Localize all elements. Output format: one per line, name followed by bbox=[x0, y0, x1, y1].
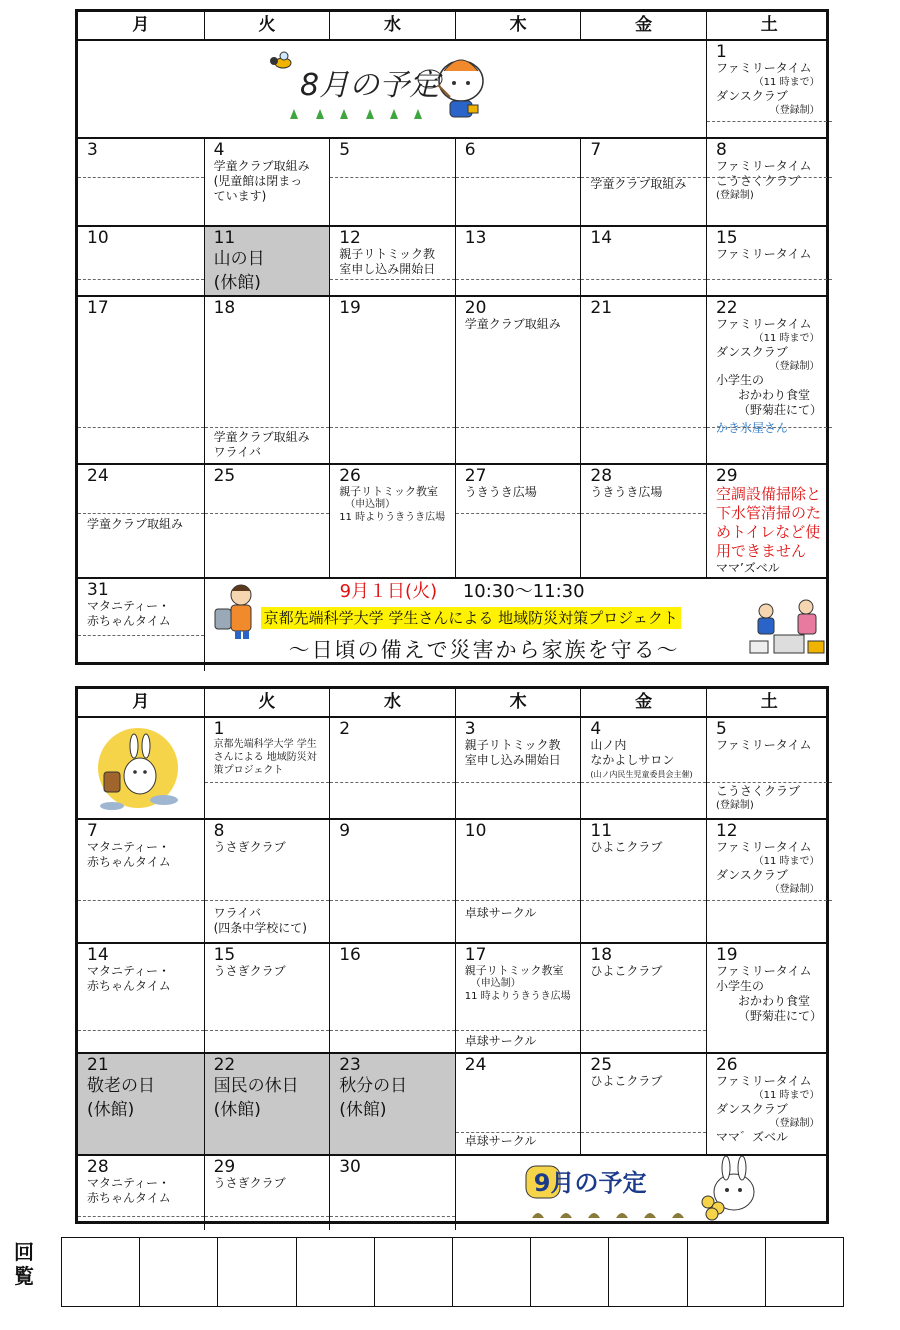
day-cell-sep-10 bbox=[455, 820, 581, 942]
stamp-box[interactable] bbox=[296, 1238, 374, 1306]
day-cell-aug-10 bbox=[78, 227, 204, 295]
event-text: 卓球サークル bbox=[464, 906, 537, 920]
august-title-banner bbox=[78, 41, 706, 137]
day-number: 30 bbox=[339, 1157, 361, 1177]
weekday-sat: 土 bbox=[706, 689, 832, 716]
closed-note: (休館) bbox=[213, 273, 261, 293]
event-time: 10:30〜11:30 bbox=[462, 581, 585, 602]
day-cell-sep-23 bbox=[329, 1054, 455, 1154]
event-note: （11 時まで） bbox=[753, 856, 820, 867]
weekday-tue: 火 bbox=[204, 689, 330, 716]
week-row bbox=[78, 942, 826, 1052]
notice-text: 用できません bbox=[715, 542, 806, 560]
stamp-box[interactable] bbox=[139, 1238, 217, 1306]
week-row bbox=[78, 1154, 826, 1230]
weekday-tue: 火 bbox=[204, 12, 330, 39]
day-cell-sep-4 bbox=[580, 718, 706, 818]
week-row bbox=[78, 463, 826, 577]
event-text: 赤ちゃんタイム bbox=[87, 855, 171, 869]
day-cell-sep-12 bbox=[706, 820, 832, 942]
day-number: 28 bbox=[87, 1157, 109, 1177]
day-cell-aug-18 bbox=[204, 297, 330, 463]
day-number: 14 bbox=[590, 228, 613, 248]
event-banner bbox=[204, 579, 832, 671]
bee-icon bbox=[270, 52, 291, 68]
week-row bbox=[78, 1052, 826, 1154]
week-row bbox=[78, 295, 826, 463]
stamp-box[interactable] bbox=[608, 1238, 686, 1306]
week-row bbox=[78, 577, 826, 671]
day-cell-aug-7 bbox=[580, 139, 706, 225]
event-text: 赤ちゃんタイム bbox=[87, 1191, 171, 1205]
day-cell-aug-4 bbox=[204, 139, 330, 225]
event-text: 小学生の bbox=[715, 979, 764, 993]
day-cell-aug-19 bbox=[329, 297, 455, 463]
holiday-name: 国民の休日 bbox=[213, 1076, 299, 1096]
day-cell-sep-18 bbox=[580, 944, 706, 1052]
day-cell-sep-26 bbox=[706, 1054, 832, 1154]
day-cell-aug-20 bbox=[455, 297, 581, 463]
day-cell-aug-15 bbox=[706, 227, 832, 295]
day-cell-aug-22 bbox=[706, 297, 832, 463]
day-number: 5 bbox=[339, 140, 351, 160]
event-text: ママ゛ズベル bbox=[715, 1130, 788, 1144]
weekday-mon: 月 bbox=[132, 15, 150, 35]
day-number: 6 bbox=[464, 140, 476, 160]
day-cell-sep-5 bbox=[706, 718, 832, 818]
september-title-banner bbox=[455, 1156, 832, 1230]
week-row bbox=[78, 137, 826, 225]
event-note: （11 時まで） bbox=[753, 333, 820, 344]
august-calendar bbox=[75, 9, 829, 665]
event-text: ひよこクラブ bbox=[590, 840, 663, 854]
holiday-name: 山の日 bbox=[213, 249, 265, 269]
day-cell-sep-29 bbox=[204, 1156, 330, 1230]
event-text: 学童クラブ取組み bbox=[87, 517, 184, 531]
day-cell-aug-3 bbox=[78, 139, 204, 225]
day-cell-aug-28 bbox=[580, 465, 706, 577]
day-number: 1 bbox=[716, 42, 727, 62]
day-cell-aug-21 bbox=[580, 297, 706, 463]
day-number: 3 bbox=[87, 140, 98, 160]
day-number: 14 bbox=[87, 945, 109, 965]
day-cell-sep-25 bbox=[580, 1054, 706, 1154]
event-text: 親子リトミック教 bbox=[464, 738, 561, 752]
event-text: ママ’ズベル bbox=[715, 561, 780, 575]
day-number: 11 bbox=[213, 228, 236, 248]
event-text: 室申し込み開始日 bbox=[464, 753, 561, 767]
day-cell-sep-7 bbox=[78, 820, 204, 942]
event-text: うきうき広場 bbox=[590, 485, 663, 499]
day-cell-aug-13 bbox=[455, 227, 581, 295]
day-number: 18 bbox=[213, 298, 236, 318]
day-number: 31 bbox=[87, 580, 109, 600]
weekday-mon: 月 bbox=[132, 692, 150, 712]
day-number: 26 bbox=[339, 466, 361, 486]
event-text: 山ノ内 bbox=[590, 738, 627, 752]
day-cell-sep-14 bbox=[78, 944, 204, 1052]
day-cell-sep-3 bbox=[455, 718, 581, 818]
day-cell-aug-1 bbox=[706, 41, 832, 137]
day-cell-sep-24 bbox=[455, 1054, 581, 1154]
event-text: 学童クラブ取組み bbox=[213, 159, 310, 173]
event-text: さんによる 地域防災対 bbox=[213, 752, 317, 763]
day-cell-aug-14 bbox=[580, 227, 706, 295]
day-cell-sep-1 bbox=[204, 718, 330, 818]
event-text: ファミリータイム bbox=[716, 61, 812, 75]
event-text: ファミリータイム bbox=[715, 964, 812, 978]
event-text: おかわり食堂 bbox=[737, 994, 810, 1008]
event-text: おかわり食堂 bbox=[737, 388, 810, 402]
event-text: 親子リトミック教室 bbox=[464, 964, 564, 977]
day-cell-aug-26 bbox=[329, 465, 455, 577]
stamp-box[interactable] bbox=[62, 1238, 139, 1306]
event-text: 学童クラブ取組み bbox=[464, 317, 561, 331]
week-row bbox=[78, 225, 826, 295]
event-text: ひよこクラブ bbox=[590, 1074, 663, 1088]
event-text: （野菊荘にて） bbox=[737, 403, 822, 417]
notice-text: めトイレなど使 bbox=[715, 523, 821, 541]
day-cell-sep-28 bbox=[78, 1156, 204, 1230]
day-number: 8 bbox=[213, 821, 225, 841]
day-number: 4 bbox=[213, 140, 225, 160]
day-number: 5 bbox=[715, 719, 727, 739]
day-cell-sep-8 bbox=[204, 820, 330, 942]
moon-rabbit-illustration bbox=[82, 720, 192, 816]
day-cell-aug-6 bbox=[455, 139, 581, 225]
event-text: マタニティー・ bbox=[87, 599, 171, 613]
weekday-fri: 金 bbox=[580, 689, 706, 716]
day-number: 25 bbox=[590, 1055, 613, 1075]
day-number: 29 bbox=[213, 1157, 236, 1177]
day-number: 22 bbox=[213, 1055, 236, 1075]
student-illustration bbox=[209, 581, 269, 641]
family-emergency-kit-illustration bbox=[746, 597, 830, 667]
day-number: 10 bbox=[464, 821, 487, 841]
event-text: 親子リトミック教室 bbox=[339, 485, 438, 498]
event-text: 京都先端科学大学 学生 bbox=[213, 739, 317, 750]
stamp-box[interactable] bbox=[452, 1238, 530, 1306]
day-cell-aug-31 bbox=[78, 579, 204, 671]
event-note: （申込制） bbox=[345, 499, 396, 510]
kairan-label: 回覧 bbox=[14, 1240, 34, 1288]
day-number: 17 bbox=[87, 298, 109, 318]
event-text: 学童クラブ取組み bbox=[590, 177, 687, 191]
event-text: ダンスクラブ bbox=[715, 1102, 788, 1116]
day-number: 29 bbox=[715, 466, 738, 486]
day-cell-sep-9 bbox=[329, 820, 455, 942]
event-text: うきうき広場 bbox=[464, 485, 537, 499]
day-cell-sep-11 bbox=[580, 820, 706, 942]
weekday-wed: 水 bbox=[329, 12, 455, 39]
day-cell-aug-24 bbox=[78, 465, 204, 577]
event-subtitle: 京都先端科学大学 学生さんによる 地域防災対策プロジェクト bbox=[261, 607, 681, 629]
event-text: 赤ちゃんタイム bbox=[87, 614, 171, 628]
event-note: （登録制） bbox=[769, 1118, 820, 1129]
week-row bbox=[78, 716, 826, 818]
stamp-box[interactable] bbox=[217, 1238, 295, 1306]
august-title: 8月の予定 bbox=[300, 68, 440, 103]
holiday-name: 敬老の日 bbox=[87, 1076, 155, 1096]
day-number: 19 bbox=[715, 945, 738, 965]
day-cell-sep-19 bbox=[706, 944, 832, 1052]
day-number: 20 bbox=[464, 298, 487, 318]
kairan-stamp-grid bbox=[61, 1237, 844, 1307]
day-number: 23 bbox=[339, 1055, 361, 1075]
event-text: マタニティー・ bbox=[87, 840, 171, 854]
september-title: 9月の予定 bbox=[533, 1169, 647, 1197]
event-text: ひよこクラブ bbox=[590, 964, 663, 978]
notice-text: 下水管清掃のた bbox=[715, 504, 821, 522]
day-number: 25 bbox=[213, 466, 236, 486]
event-note: (登録制) bbox=[715, 800, 754, 811]
weekday-thu: 木 bbox=[455, 12, 581, 39]
event-text: こうさくクラブ bbox=[715, 174, 800, 188]
event-text: 親子リトミック教 bbox=[339, 247, 435, 261]
day-cell-aug-17 bbox=[78, 297, 204, 463]
event-text: 赤ちゃんタイム bbox=[87, 979, 171, 993]
event-text: 室申し込み開始日 bbox=[339, 262, 436, 276]
event-note: 11 時よりうきうき広場 bbox=[339, 512, 446, 523]
event-text: こうさくクラブ bbox=[715, 784, 800, 798]
event-text: ワライバ bbox=[213, 906, 261, 920]
day-number: 3 bbox=[464, 719, 476, 739]
event-text: ファミリータイム bbox=[715, 1074, 812, 1088]
closed-note: (休館) bbox=[87, 1100, 135, 1120]
event-text: ダンスクラブ bbox=[716, 89, 788, 103]
event-text: 策プロジェクト bbox=[213, 765, 284, 776]
event-text: 卓球サークル bbox=[464, 1034, 537, 1048]
day-number: 9 bbox=[339, 821, 351, 841]
day-number: 21 bbox=[87, 1055, 109, 1075]
day-number: 17 bbox=[464, 945, 487, 965]
stamp-box[interactable] bbox=[687, 1238, 765, 1306]
day-number: 13 bbox=[464, 228, 487, 248]
event-text: かき氷屋さん bbox=[715, 421, 788, 435]
event-text: 小学生の bbox=[715, 373, 764, 387]
day-number: 28 bbox=[590, 466, 613, 486]
day-number: 2 bbox=[339, 719, 351, 739]
day-number: 1 bbox=[213, 719, 225, 739]
weekday-thu: 木 bbox=[455, 689, 581, 716]
day-number: 12 bbox=[339, 228, 361, 248]
event-note: (登録制) bbox=[715, 190, 754, 201]
day-cell-aug-12 bbox=[329, 227, 455, 295]
day-number: 22 bbox=[715, 298, 738, 318]
day-cell-aug-8 bbox=[706, 139, 832, 225]
event-text: (児童館は閉まっ bbox=[213, 174, 303, 188]
day-number: 21 bbox=[590, 298, 613, 318]
event-text: ファミリータイム bbox=[715, 247, 812, 261]
event-text: ファミリータイム bbox=[715, 738, 812, 752]
day-cell-aug-25 bbox=[204, 465, 330, 577]
day-number: 24 bbox=[87, 466, 109, 486]
event-date: 9月１日(火) bbox=[339, 581, 438, 602]
holiday-name: 秋分の日 bbox=[339, 1076, 408, 1096]
closed-note: (休館) bbox=[213, 1100, 261, 1120]
day-number: 4 bbox=[590, 719, 602, 739]
weekday-wed: 水 bbox=[329, 689, 455, 716]
event-text: ダンスクラブ bbox=[715, 868, 788, 882]
day-number: 26 bbox=[715, 1055, 738, 1075]
september-calendar bbox=[75, 686, 829, 1224]
event-note: （11 時まで） bbox=[753, 77, 820, 88]
event-note: （申込制） bbox=[470, 978, 521, 989]
day-number: 10 bbox=[87, 228, 109, 248]
event-note: 11 時よりうきうき広場 bbox=[464, 991, 571, 1002]
event-note: （登録制） bbox=[769, 884, 820, 895]
day-cell-aug-27 bbox=[455, 465, 581, 577]
day-number: 24 bbox=[464, 1055, 487, 1075]
day-number: 7 bbox=[87, 821, 98, 841]
day-cell-sep-2 bbox=[329, 718, 455, 818]
day-number: 15 bbox=[213, 945, 236, 965]
event-text: 学童クラブ取組み bbox=[213, 430, 310, 444]
event-text: うさぎクラブ bbox=[213, 840, 286, 854]
weekday-header bbox=[78, 689, 826, 716]
rabbit-icon bbox=[702, 1156, 754, 1220]
event-text: ファミリータイム bbox=[715, 840, 812, 854]
day-number: 18 bbox=[590, 945, 613, 965]
event-text: マタニティー・ bbox=[87, 1176, 171, 1190]
week-row bbox=[78, 39, 826, 137]
day-cell-sep-21 bbox=[78, 1054, 204, 1154]
day-cell-sep-17 bbox=[455, 944, 581, 1052]
day-cell-aug-29 bbox=[706, 465, 832, 577]
event-text: ファミリータイム bbox=[715, 317, 812, 331]
day-number: 12 bbox=[715, 821, 738, 841]
event-text: マタニティー・ bbox=[87, 964, 171, 978]
moon-rabbit-cell bbox=[78, 718, 204, 818]
event-note: （11 時まで） bbox=[753, 1090, 820, 1101]
day-cell-sep-30 bbox=[329, 1156, 455, 1230]
event-text: (四条中学校にて) bbox=[213, 921, 307, 935]
stamp-box[interactable] bbox=[765, 1238, 843, 1306]
event-note: （登録制） bbox=[769, 105, 820, 116]
stamp-box[interactable] bbox=[530, 1238, 608, 1306]
event-text: なかよしサロン bbox=[590, 753, 675, 767]
closed-note: (休館) bbox=[339, 1100, 387, 1120]
event-note: （登録制） bbox=[769, 361, 820, 372]
event-text: （野菊荘にて） bbox=[737, 1009, 822, 1023]
event-text: ています) bbox=[213, 189, 267, 203]
day-number: 11 bbox=[590, 821, 613, 841]
day-cell-sep-16 bbox=[329, 944, 455, 1052]
weekday-header bbox=[78, 12, 826, 39]
event-text: 卓球サークル bbox=[464, 1134, 537, 1148]
day-number: 27 bbox=[464, 466, 487, 486]
event-note: (山ノ内民生児童委員会主催) bbox=[590, 770, 693, 779]
event-text: うさぎクラブ bbox=[213, 964, 286, 978]
weekday-fri: 金 bbox=[580, 12, 706, 39]
event-text: ワライバ bbox=[213, 445, 261, 459]
day-number: 19 bbox=[339, 298, 361, 318]
day-number: 15 bbox=[715, 228, 738, 248]
day-cell-aug-11 bbox=[204, 227, 330, 295]
day-cell-sep-15 bbox=[204, 944, 330, 1052]
event-text: ダンスクラブ bbox=[715, 345, 788, 359]
event-text: うさぎクラブ bbox=[213, 1176, 286, 1190]
week-row bbox=[78, 818, 826, 942]
event-text: ファミリータイム bbox=[715, 159, 812, 173]
stamp-box[interactable] bbox=[374, 1238, 452, 1306]
notice-text: 空調設備掃除と bbox=[715, 485, 821, 503]
day-number: 16 bbox=[339, 945, 361, 965]
day-cell-aug-5 bbox=[329, 139, 455, 225]
day-number: 7 bbox=[590, 140, 602, 160]
weekday-sat: 土 bbox=[706, 12, 832, 39]
day-cell-sep-22 bbox=[204, 1054, 330, 1154]
event-main-title: 〜日頃の備えで災害から家族を守る〜 bbox=[288, 638, 680, 662]
day-number: 8 bbox=[715, 140, 727, 160]
